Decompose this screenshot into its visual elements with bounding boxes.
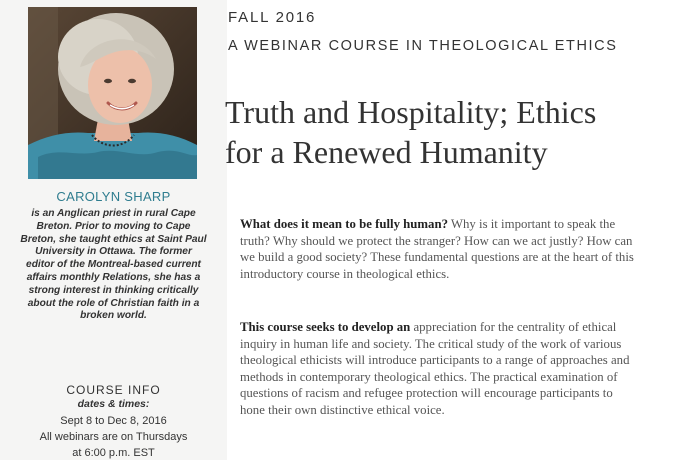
intro-lead: What does it mean to be fully human? bbox=[240, 217, 448, 231]
speaker-sidebar bbox=[0, 0, 227, 460]
speaker-bio: is an Anglican priest in rural Cape Breton. Prior to moving to Cape Breton, she taught ethics at Saint Paul University in Ottawa. The former editor of the Montreal-based current affairs monthly Relations, she has a strong interest in thinking critically about the role of Christian faith in a broken world. bbox=[20, 208, 207, 322]
course-dates: Sept 8 to Dec 8, 2016 bbox=[60, 415, 167, 427]
course-title-line-2: for a Renewed Humanity bbox=[225, 134, 548, 170]
course-time: at 6:00 p.m. EST bbox=[72, 447, 155, 459]
intro-text: Why is it important to speak the truth? Why should we protect the stranger? How can we act justly? How can we build a good society? These fundamental questions are at the heart of this introductory course in theological ethics. bbox=[240, 217, 634, 281]
course-title-line-1: Truth and Hospitality; Ethics bbox=[225, 94, 597, 130]
dates-times-heading: dates & times: bbox=[77, 398, 150, 410]
speaker-name: CAROLYN SHARP bbox=[56, 189, 171, 204]
course-description-paragraph bbox=[240, 319, 638, 418]
intro-paragraph bbox=[240, 216, 638, 282]
course-subtitle: A WEBINAR COURSE IN THEOLOGICAL ETHICS bbox=[228, 38, 618, 54]
course-title bbox=[225, 92, 685, 172]
description-lead: This course seeks to develop an bbox=[240, 320, 411, 334]
speaker-photo bbox=[28, 7, 197, 179]
season-label: FALL 2016 bbox=[228, 9, 317, 26]
description-text: appreciation for the centrality of ethical inquiry in human life and society. The critical study of the work of various theological ethicists will introduce participants to a range of approaches and methods in contemporary theological ethics. The practical examination of questions of racism and refugee protection will encourage participants to hone their own distinctive ethical voice. bbox=[240, 320, 630, 417]
course-info-heading: COURSE INFO bbox=[66, 383, 161, 397]
course-schedule: All webinars are on Thursdays bbox=[39, 431, 188, 443]
